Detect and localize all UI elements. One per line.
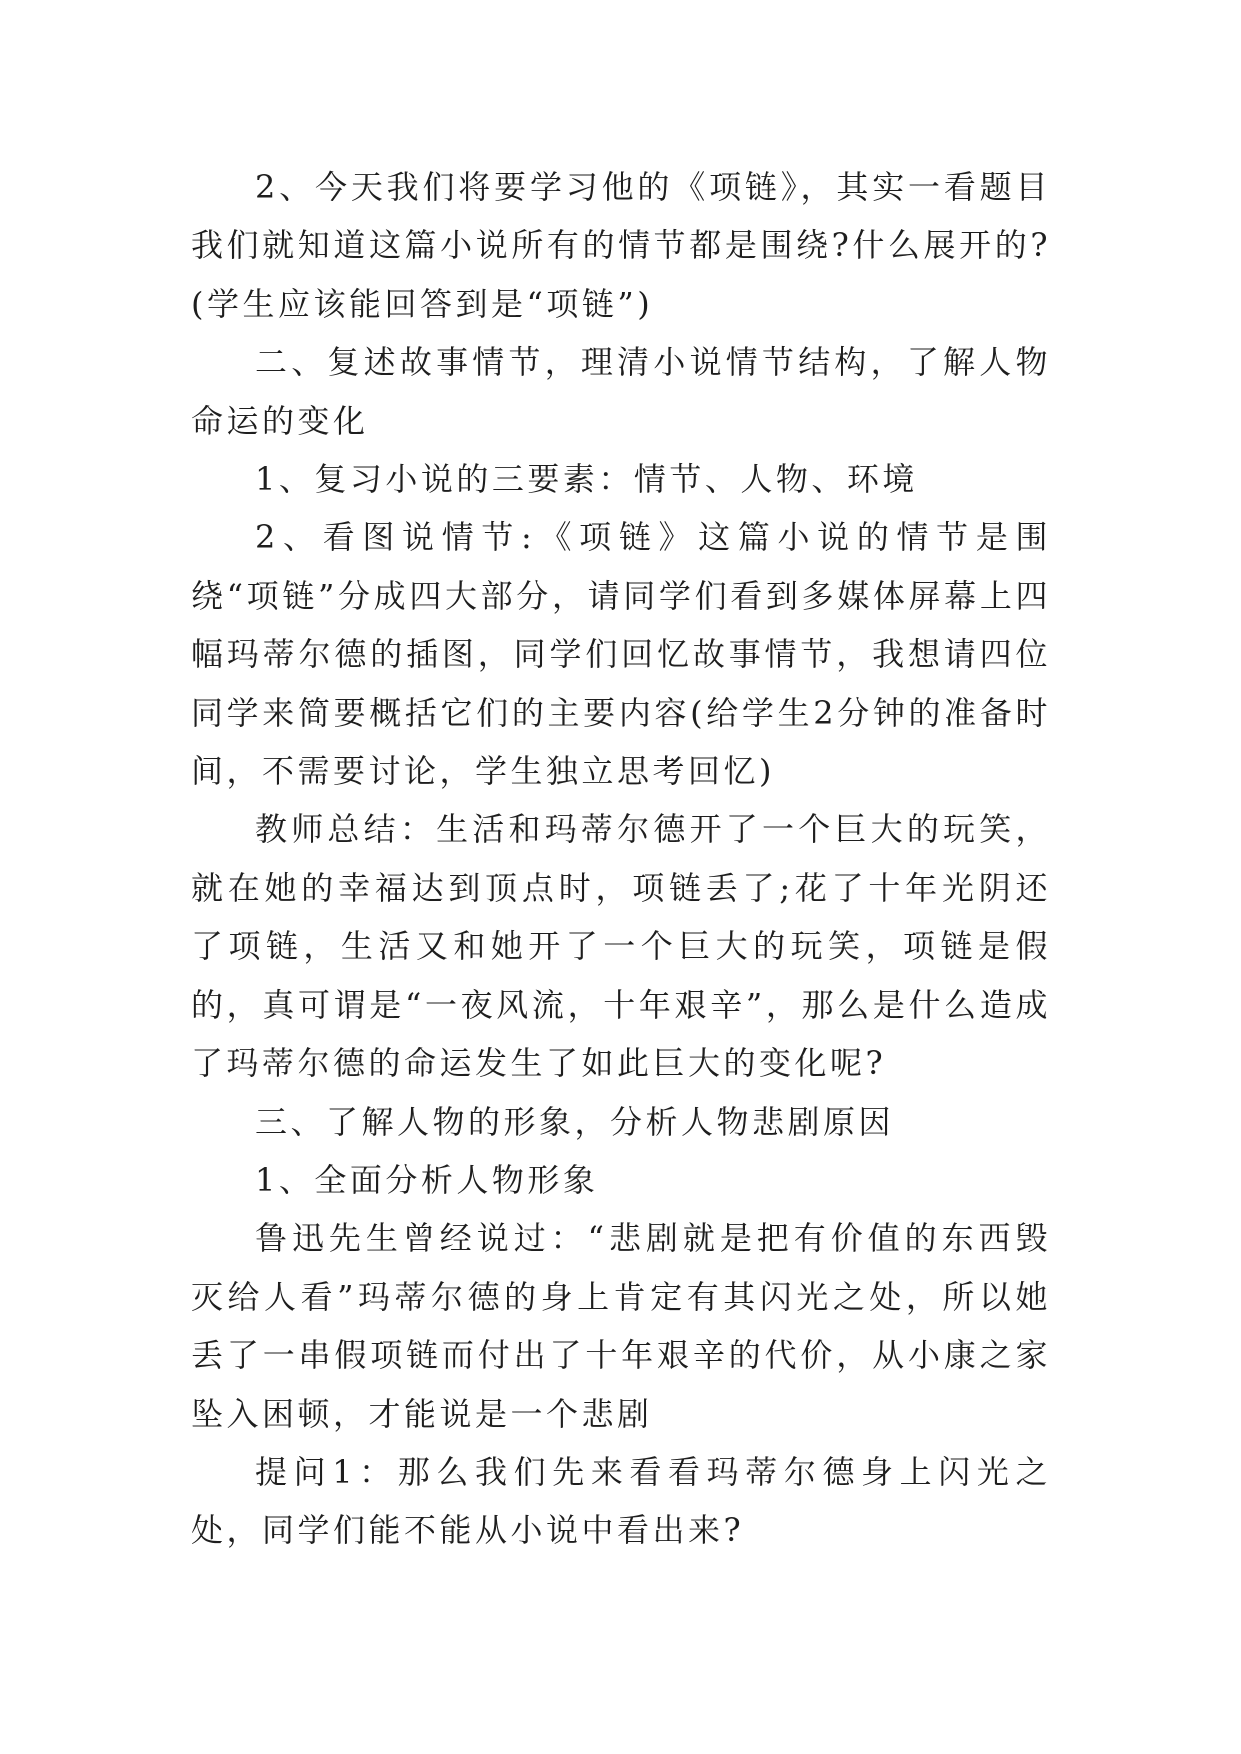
paragraph-3: 1、复习小说的三要素：情节、人物、环境	[255, 460, 918, 499]
paragraph-1: 2、今天我们将要学习他的《项链》，其实一看题目我们就知道这篇小说所有的情节都是围绕?什么展开的?(学生应该能回答到是“项链”)	[191, 168, 1051, 323]
section-heading-3: 三、了解人物的形象，分析人物悲剧原因	[255, 1102, 895, 1141]
section-heading-2: 二、复述故事情节，理清小说情节结构，了解人物命运的变化	[191, 343, 1051, 440]
teacher-summary-paragraph: 教师总结：生活和玛蒂尔德开了一个巨大的玩笑，就在她的幸福达到顶点时，项链丢了;花了十年光阴还了项链，生活又和她开了一个巨大的玩笑，项链是假的，真可谓是“一夜风流，十年艰辛”，那么是什么造成了玛蒂尔德的命运发生了如此巨大的变化呢?	[191, 810, 1051, 1083]
paragraph-7: 1、全面分析人物形象	[255, 1160, 599, 1199]
question-1-paragraph: 提问1：那么我们先来看看玛蒂尔德身上闪光之处，同学们能不能从小说中看出来?	[191, 1452, 1051, 1550]
paragraph-4: 2、看图说情节:《项链》这篇小说的情节是围绕“项链”分成四大部分，请同学们看到多媒体屏幕上四幅玛蒂尔德的插图，同学们回忆故事情节，我想请四位同学来简要概括它们的主要内容(给学生2分钟的准备时间，不需要讨论，学生独立思考回忆)	[191, 518, 1051, 791]
document-body	[191, 158, 1051, 1560]
lu-xun-quote-paragraph: 鲁迅先生曾经说过：“悲剧就是把有价值的东西毁灭给人看”玛蒂尔德的身上肯定有其闪光之处，所以她丢了一串假项链而付出了十年艰辛的代价，从小康之家坠入困顿，才能说是一个悲剧	[191, 1219, 1051, 1433]
